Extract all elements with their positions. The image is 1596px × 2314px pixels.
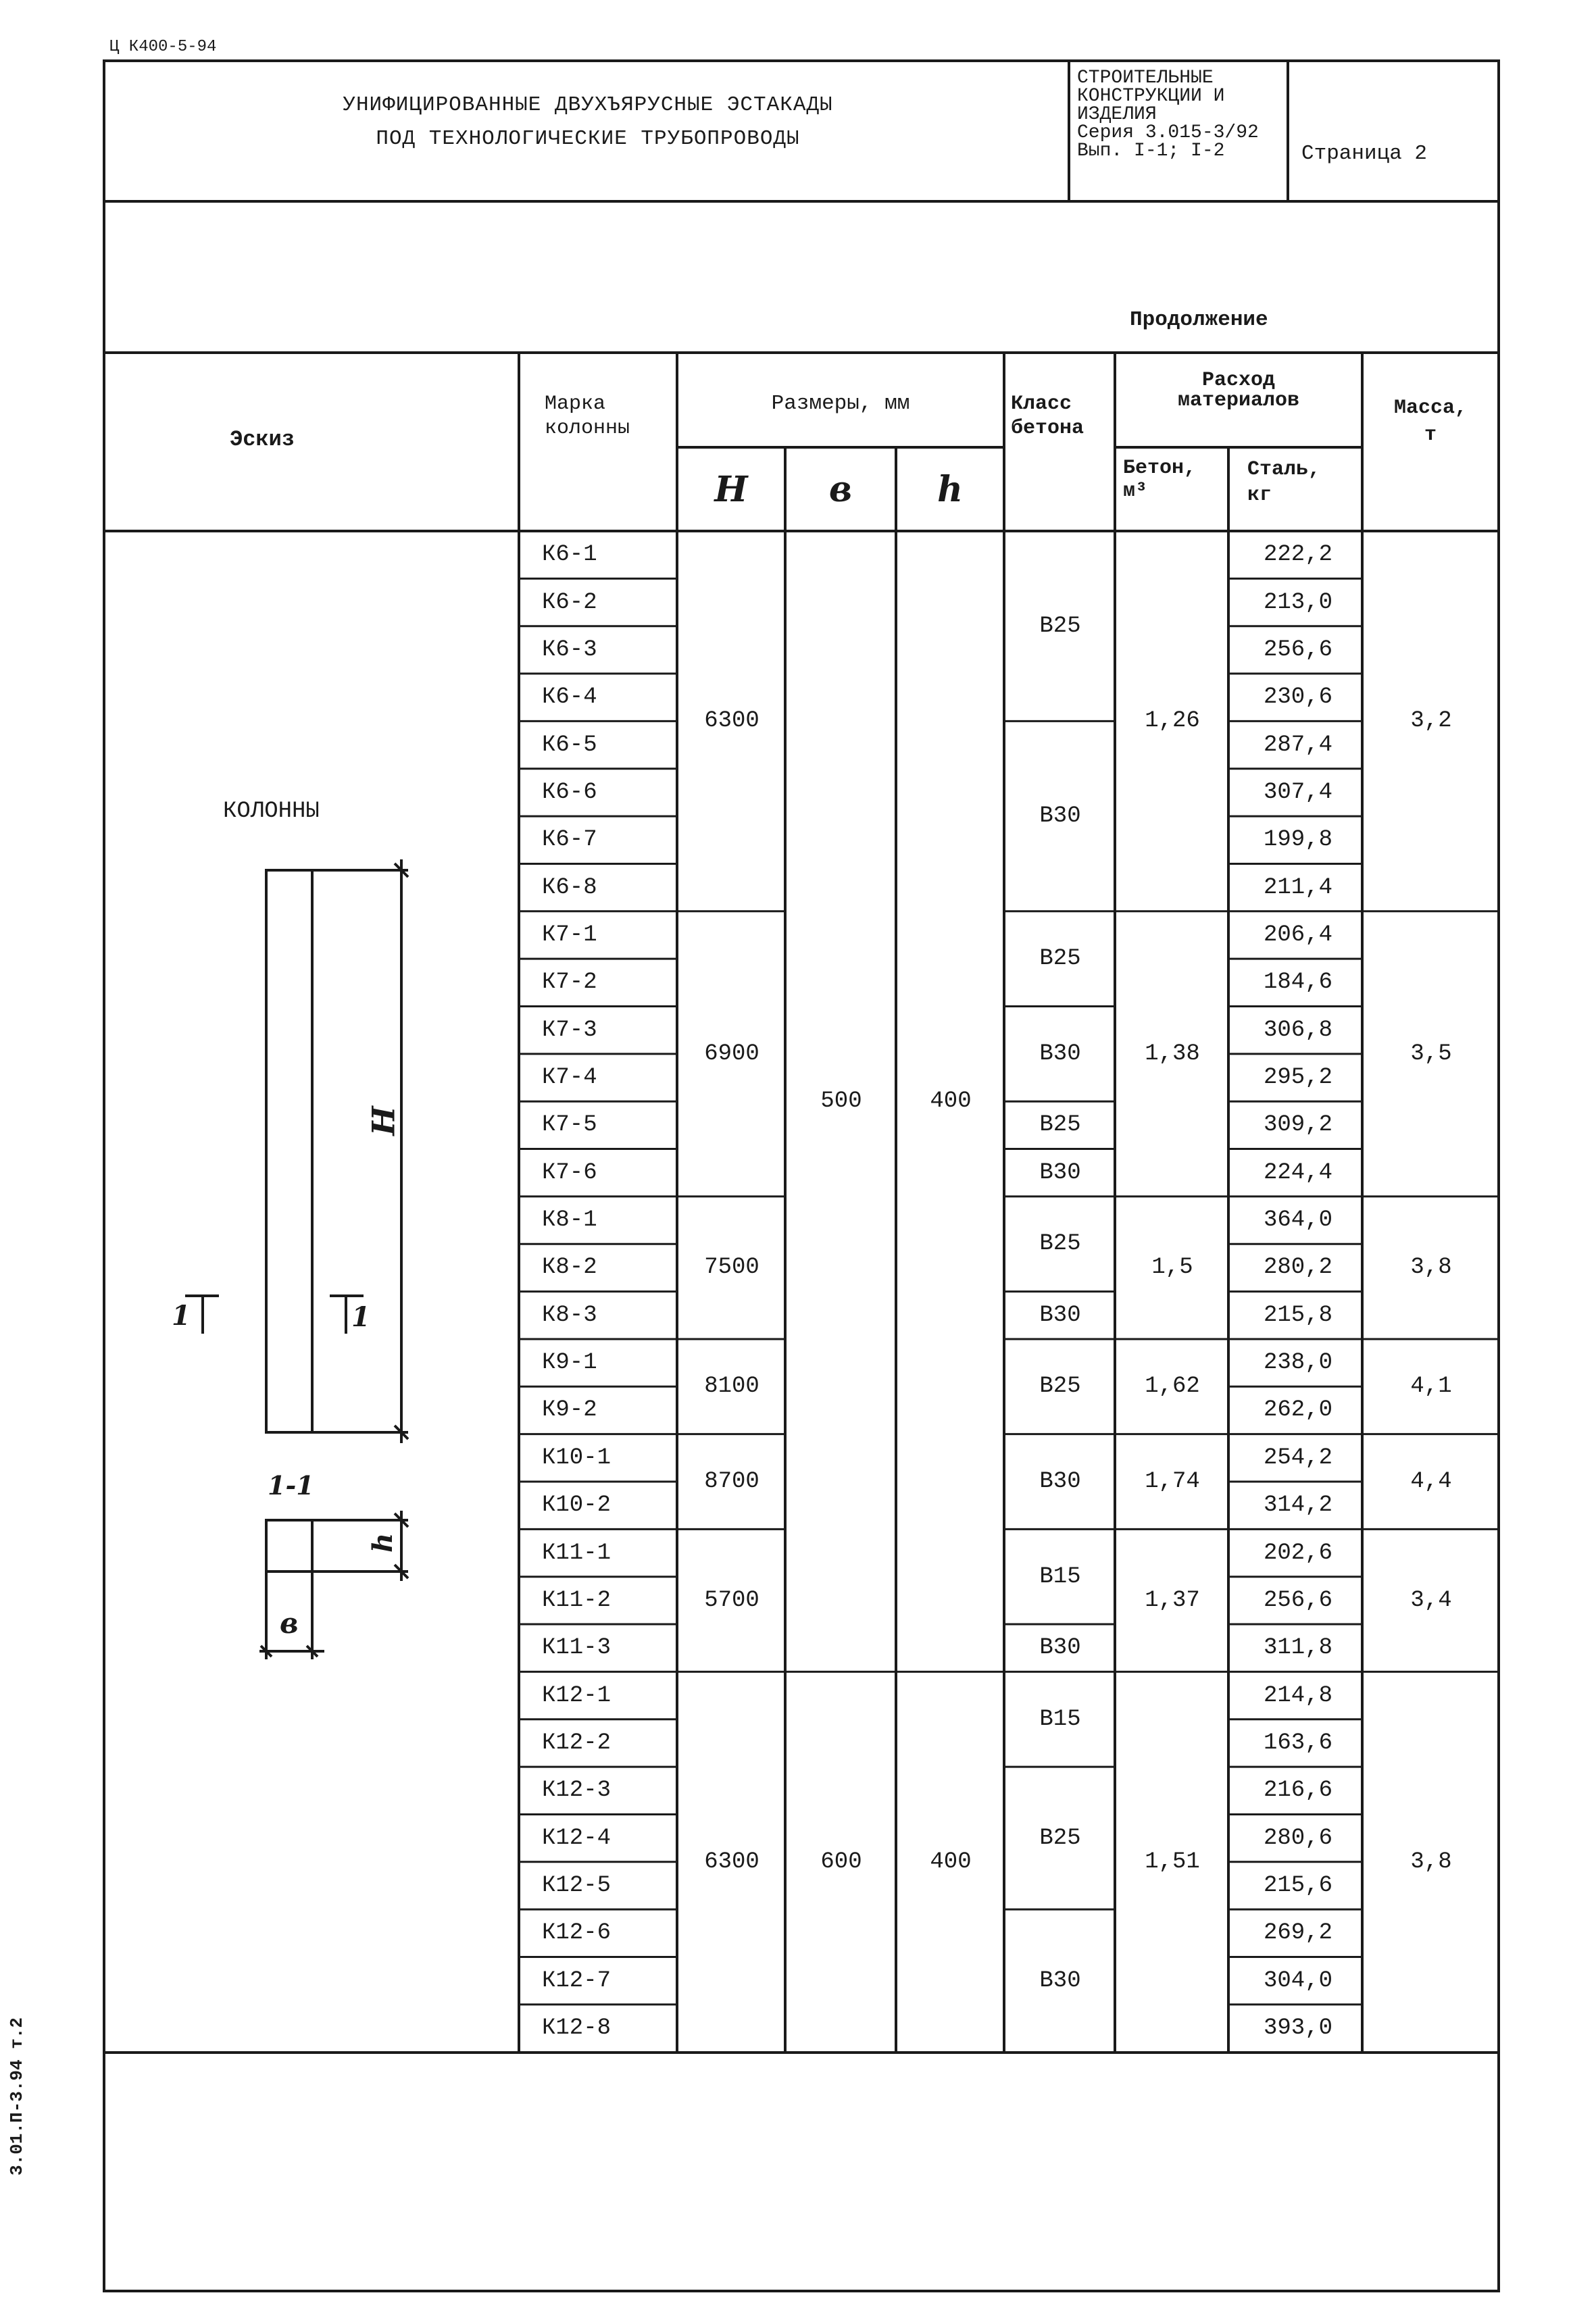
concrete-class: В25 — [1039, 1231, 1081, 1257]
column-mark: К12-2 — [542, 1730, 612, 1756]
column-mark: К6-1 — [542, 542, 597, 568]
height-H: 8100 — [704, 1374, 759, 1400]
width-b: 500 — [820, 1088, 862, 1115]
header-steel-line-2: кг — [1247, 484, 1272, 507]
height-H: 7500 — [704, 1255, 759, 1281]
header-mass-line-2: т — [1424, 424, 1437, 447]
column-mark: К6-8 — [542, 874, 597, 901]
steel-value: 314,2 — [1264, 1492, 1333, 1519]
column-mark: К12-5 — [542, 1872, 612, 1898]
column-mark: К7-3 — [542, 1017, 597, 1043]
column-mark: К12-3 — [542, 1778, 612, 1804]
column-mark: К7-4 — [542, 1065, 597, 1091]
concrete-class: В30 — [1039, 1967, 1081, 1994]
continuation-label: Продолжение — [1130, 308, 1268, 332]
concrete-volume: 1,37 — [1145, 1587, 1200, 1613]
concrete-class: В25 — [1039, 1825, 1081, 1851]
steel-value: 307,4 — [1264, 779, 1333, 805]
header-dim-b: в — [828, 468, 853, 510]
header-materials-line-2: материалов — [1177, 389, 1300, 412]
steel-value: 256,6 — [1264, 1587, 1333, 1613]
header-dim-H: H — [714, 468, 748, 510]
height-H: 5700 — [704, 1587, 759, 1613]
header-steel-line-1: Сталь, — [1247, 458, 1321, 481]
steel-value: 280,2 — [1264, 1255, 1333, 1281]
document-title-line-2: ПОД ТЕХНОЛОГИЧЕСКИЕ ТРУБОПРОВОДЫ — [376, 127, 800, 151]
column-mark: К10-1 — [542, 1444, 612, 1471]
steel-value: 364,0 — [1264, 1207, 1333, 1234]
concrete-class: В30 — [1039, 1635, 1081, 1661]
steel-value: 216,6 — [1264, 1778, 1333, 1804]
mass-value: 3,8 — [1410, 1255, 1452, 1281]
concrete-class: В25 — [1039, 1374, 1081, 1400]
height-H: 6900 — [704, 1040, 759, 1067]
series-line-4: Серия 3.015-3/92 — [1077, 122, 1259, 143]
height-H: 6300 — [704, 708, 759, 734]
column-mark: К12-6 — [542, 1920, 612, 1946]
steel-value: 215,8 — [1264, 1302, 1333, 1328]
column-mark: К8-2 — [542, 1255, 597, 1281]
dim-h-label: h — [367, 1532, 399, 1553]
mass-value: 3,8 — [1410, 1848, 1452, 1875]
steel-value: 238,0 — [1264, 1350, 1333, 1376]
column-mark: К8-1 — [542, 1207, 597, 1234]
steel-value: 280,6 — [1264, 1825, 1333, 1851]
mass-value: 4,1 — [1410, 1374, 1452, 1400]
concrete-volume: 1,62 — [1145, 1374, 1200, 1400]
series-line-2: КОНСТРУКЦИИ И — [1077, 86, 1225, 107]
steel-value: 311,8 — [1264, 1635, 1333, 1661]
column-mark: К12-4 — [542, 1825, 612, 1851]
width-b: 600 — [820, 1848, 862, 1875]
column-mark: К6-5 — [542, 732, 597, 758]
column-mark: К9-1 — [542, 1350, 597, 1376]
column-mark: К12-7 — [542, 1967, 612, 1994]
steel-value: 202,6 — [1264, 1540, 1333, 1566]
header-concrete-line-2: м³ — [1123, 480, 1148, 503]
header-sketch: Эскиз — [230, 427, 295, 452]
steel-value: 309,2 — [1264, 1112, 1333, 1138]
steel-value: 222,2 — [1264, 542, 1333, 568]
column-mark: К11-3 — [542, 1635, 612, 1661]
steel-value: 184,6 — [1264, 970, 1333, 996]
concrete-class: В30 — [1039, 1302, 1081, 1328]
section-mark-left: 1 — [172, 1300, 191, 1332]
steel-value: 215,6 — [1264, 1872, 1333, 1898]
page-number: Страница 2 — [1301, 142, 1428, 166]
steel-value: 256,6 — [1264, 636, 1333, 663]
dim-b-label: в — [280, 1607, 299, 1640]
height-H: 6300 — [704, 1848, 759, 1875]
mass-value: 4,4 — [1410, 1468, 1452, 1494]
section-label: 1-1 — [268, 1470, 314, 1501]
document-code: Ц К400-5-94 — [109, 38, 217, 56]
concrete-class: В30 — [1039, 1159, 1081, 1186]
concrete-class: В25 — [1039, 946, 1081, 972]
column-mark: К7-6 — [542, 1159, 597, 1186]
mass-value: 3,4 — [1410, 1587, 1452, 1613]
header-dim-h: h — [937, 468, 963, 510]
column-mark: К11-2 — [542, 1587, 612, 1613]
steel-value: 304,0 — [1264, 1967, 1333, 1994]
steel-value: 254,2 — [1264, 1444, 1333, 1471]
steel-value: 393,0 — [1264, 2015, 1333, 2042]
header-mark-line-2: колонны — [545, 417, 630, 440]
concrete-class: В30 — [1039, 803, 1081, 830]
column-mark: К6-6 — [542, 779, 597, 805]
mass-value: 3,5 — [1410, 1040, 1452, 1067]
steel-value: 295,2 — [1264, 1065, 1333, 1091]
concrete-class: В15 — [1039, 1706, 1081, 1732]
header-mass-line-1: Масса, — [1393, 397, 1468, 420]
column-mark: К12-8 — [542, 2015, 612, 2042]
column-mark: К7-2 — [542, 970, 597, 996]
column-mark: К12-1 — [542, 1682, 612, 1709]
sketch-caption: КОЛОННЫ — [223, 799, 320, 824]
concrete-volume: 1,26 — [1145, 708, 1200, 734]
document-title-line-1: УНИФИЦИРОВАННЫЕ ДВУХЪЯРУСНЫЕ ЭСТАКАДЫ — [343, 93, 833, 117]
column-mark: К6-3 — [542, 636, 597, 663]
concrete-class: В25 — [1039, 613, 1081, 639]
mass-value: 3,2 — [1410, 708, 1452, 734]
column-section — [266, 1520, 312, 1571]
series-line-1: СТРОИТЕЛЬНЫЕ — [1077, 68, 1214, 89]
column-mark: К6-7 — [542, 827, 597, 853]
header-concrete-line-1: Бетон, — [1123, 457, 1197, 480]
header-sizes: Размеры, мм — [771, 392, 910, 416]
steel-value: 211,4 — [1264, 874, 1333, 901]
concrete-class: В30 — [1039, 1468, 1081, 1494]
steel-value: 213,0 — [1264, 589, 1333, 615]
height-H: 8700 — [704, 1468, 759, 1494]
header-class-line-1: Класс — [1011, 393, 1072, 416]
concrete-volume: 1,5 — [1151, 1255, 1193, 1281]
concrete-class: В15 — [1039, 1563, 1081, 1590]
concrete-class: В30 — [1039, 1040, 1081, 1067]
column-mark: К11-1 — [542, 1540, 612, 1566]
steel-value: 230,6 — [1264, 684, 1333, 711]
steel-value: 214,8 — [1264, 1682, 1333, 1709]
steel-value: 206,4 — [1264, 922, 1333, 948]
concrete-class: В25 — [1039, 1112, 1081, 1138]
steel-value: 163,6 — [1264, 1730, 1333, 1756]
column-mark: К6-2 — [542, 589, 597, 615]
steel-value: 224,4 — [1264, 1159, 1333, 1186]
column-mark: К7-5 — [542, 1112, 597, 1138]
side-archive-code: 3.01.П-3.94 т.2 — [7, 2017, 27, 2175]
steel-value: 199,8 — [1264, 827, 1333, 853]
column-mark: К6-4 — [542, 684, 597, 711]
series-line-5: Вып. I-1; I-2 — [1077, 141, 1225, 161]
header-materials-line-1: Расход — [1201, 369, 1276, 392]
column-mark: К10-2 — [542, 1492, 612, 1519]
column-mark: К9-2 — [542, 1397, 597, 1424]
concrete-volume: 1,51 — [1145, 1848, 1200, 1875]
steel-value: 262,0 — [1264, 1397, 1333, 1424]
concrete-volume: 1,38 — [1145, 1040, 1200, 1067]
steel-value: 287,4 — [1264, 732, 1333, 758]
header-class-line-2: бетона — [1011, 417, 1084, 440]
steel-value: 269,2 — [1264, 1920, 1333, 1946]
column-elevation — [266, 870, 312, 1432]
column-mark: К7-1 — [542, 922, 597, 948]
concrete-volume: 1,74 — [1145, 1468, 1200, 1494]
depth-h: 400 — [930, 1848, 972, 1875]
depth-h: 400 — [930, 1088, 972, 1115]
dim-H-label: H — [365, 1106, 402, 1136]
section-mark-right: 1 — [351, 1301, 370, 1333]
steel-value: 306,8 — [1264, 1017, 1333, 1043]
series-line-3: ИЗДЕЛИЯ — [1077, 104, 1157, 125]
header-mark-line-1: Марка — [545, 393, 606, 416]
column-mark: К8-3 — [542, 1302, 597, 1328]
